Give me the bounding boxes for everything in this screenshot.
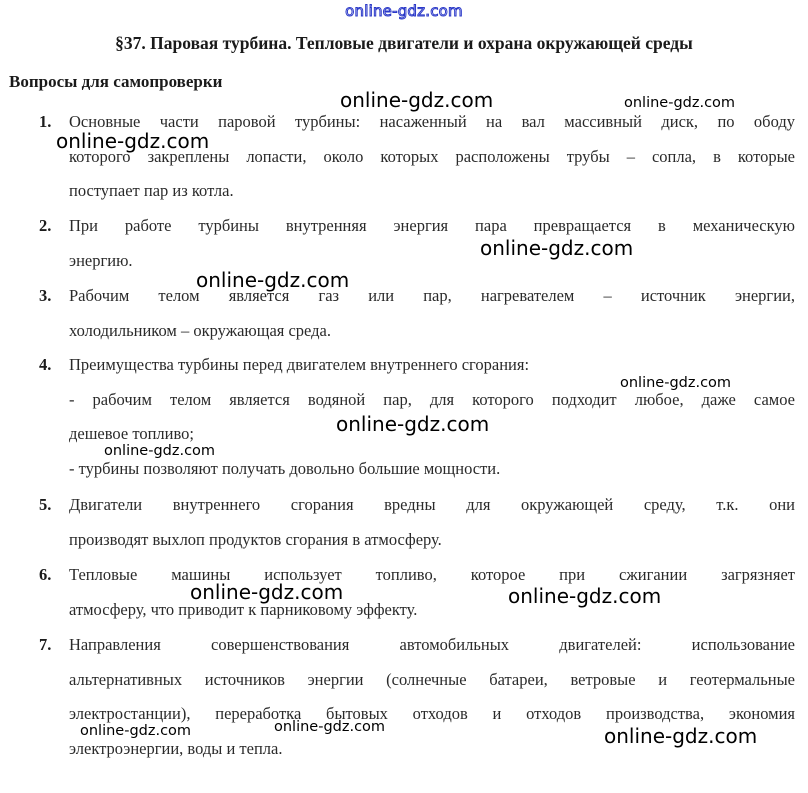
answer-line: производят выхлоп продуктов сгорания в атмосферу. xyxy=(69,529,442,549)
answer-line: электростанции), переработка бытовых отходов и отходов производства, экономия xyxy=(69,704,795,723)
answer-number: 2. xyxy=(39,216,52,235)
watermark-text: online-gdz.com xyxy=(104,443,216,459)
watermark-text: online-gdz.com xyxy=(274,719,386,735)
answer-number: 1. xyxy=(39,112,52,131)
answer-number: 6. xyxy=(39,565,52,584)
answer-line: Основные части паровой турбины: насаженный на вал массивный диск, по ободу xyxy=(69,112,795,131)
answer-line: - рабочим телом является водяной пар, для которого подходит любое, даже самое xyxy=(69,389,795,409)
watermark-text: online-gdz.com xyxy=(620,375,732,391)
answer-line: Двигатели внутреннего сгорания вредны для окружающей среду, т.к. они xyxy=(69,495,795,514)
answer-line: электроэнергии, воды и тепла. xyxy=(69,738,283,758)
answer-line: При работе турбины внутренняя энергия пара превращается в механическую xyxy=(69,216,795,235)
answer-text xyxy=(69,105,795,209)
watermark-text: online-gdz.com xyxy=(80,723,192,739)
answer-line: дешевое топливо; xyxy=(69,424,194,443)
site-logo: online-gdz.com xyxy=(345,2,463,20)
page-title: §37. Паровая турбина. Тепловые двигатели и охрана окружающей среды xyxy=(115,33,693,53)
answer-line: которого закреплены лопасти, около которых расположены трубы – сопла, в которые xyxy=(69,146,795,166)
watermark-text: online-gdz.com xyxy=(624,95,736,111)
answer-line: поступает пар из котла. xyxy=(69,181,234,200)
watermark-text: online-gdz.com xyxy=(56,129,210,153)
answer-line: Тепловые машины использует топливо, которое при сжигании загрязняет xyxy=(69,565,795,584)
answer-text xyxy=(69,488,795,557)
answer-line: - турбины позволяют получать довольно большие мощности. xyxy=(69,458,501,478)
answer-text xyxy=(69,279,795,348)
answer-line: атмосферу, что приводит к парниковому эффекту. xyxy=(69,599,418,619)
watermark-text: online-gdz.com xyxy=(480,236,634,260)
answer-line: Направления совершенствования автомобильных двигателей: использование xyxy=(69,635,795,654)
watermark-text: online-gdz.com xyxy=(190,580,344,604)
section-subtitle: Вопросы для самопроверки xyxy=(9,72,223,91)
watermark-text: online-gdz.com xyxy=(604,724,758,748)
answer-number: 7. xyxy=(39,635,52,654)
answer-line: Рабочим телом является газ или пар, нагревателем – источник энергии, xyxy=(69,286,795,305)
answer-text xyxy=(69,209,795,278)
watermark-text: online-gdz.com xyxy=(508,584,662,608)
answer-number: 5. xyxy=(39,495,52,514)
answer-line: альтернативных источников энергии (солнечные батареи, ветровые и геотермальные xyxy=(69,669,795,689)
answer-line: холодильником – окружающая среда. xyxy=(69,320,332,340)
watermark-text: online-gdz.com xyxy=(336,412,490,436)
answer-number: 4. xyxy=(39,355,52,374)
answer-number: 3. xyxy=(39,286,52,305)
answer-line: Преимущества турбины перед двигателем внутреннего сгорания: xyxy=(69,355,530,374)
watermark-text: online-gdz.com xyxy=(196,268,350,292)
answer-text xyxy=(69,558,795,627)
watermark-text: online-gdz.com xyxy=(340,88,494,112)
answer-line: энергию. xyxy=(69,250,133,270)
